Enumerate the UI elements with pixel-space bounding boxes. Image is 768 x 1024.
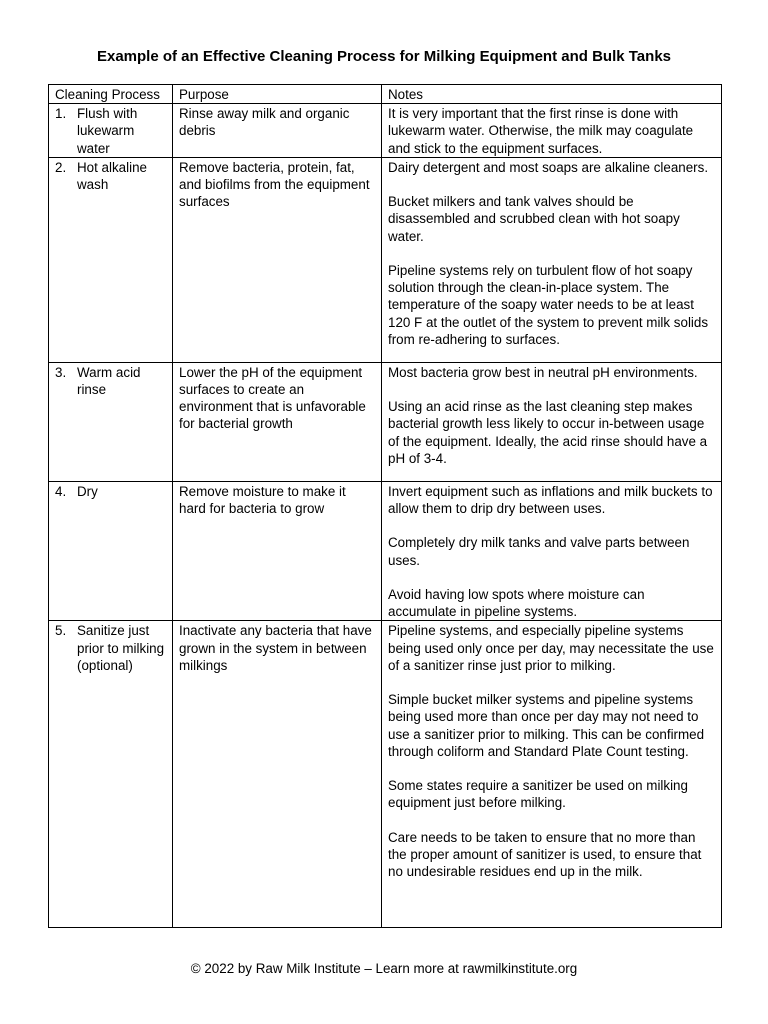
purpose-cell: Remove bacteria, protein, fat, and biofilms from the equipment surfaces — [173, 157, 382, 362]
note-paragraph: Dairy detergent and most soaps are alkaline cleaners. — [388, 159, 709, 175]
step-number: 5. — [55, 623, 67, 639]
step-label: Warm acid rinse — [77, 364, 141, 398]
notes-cell — [382, 104, 722, 158]
table-header-row — [49, 85, 722, 104]
table-row — [49, 481, 722, 621]
page-title: Example of an Effective Cleaning Process for Milking Equipment and Bulk Tanks — [96, 48, 671, 65]
step-label: Hot alkaline wash — [77, 159, 147, 193]
note-paragraph: Pipeline systems, and especially pipeline systems being used only once per day, may necessitate the use of a sanitizer rinse just prior to milking. — [388, 623, 714, 673]
notes-cell — [382, 362, 722, 481]
purpose-cell: Lower the pH of the equipment surfaces to create an environment that is unfavorable for bacterial growth — [173, 362, 382, 481]
process-cell — [49, 104, 173, 158]
note-paragraph: Most bacteria grow best in neutral pH environments. — [388, 364, 698, 380]
table-row — [49, 104, 722, 158]
step-number: 1. — [55, 106, 67, 122]
column-header-cleaning-process: Cleaning Process — [49, 85, 173, 104]
table-row — [49, 362, 722, 481]
table-row — [49, 621, 722, 928]
purpose-cell: Remove moisture to make it hard for bacteria to grow — [173, 481, 382, 621]
notes-cell — [382, 481, 722, 621]
table-row — [49, 157, 722, 362]
note-paragraph: Using an acid rinse as the last cleaning step makes bacterial growth less likely to occur in-between usage of the equipment. Ideally, the acid rinse should have a pH of 3-4. — [388, 399, 708, 466]
process-cell — [49, 621, 173, 928]
note-paragraph: Invert equipment such as inflations and milk buckets to allow them to drip dry between uses. — [388, 483, 713, 517]
cleaning-process-table — [48, 84, 722, 928]
footer-copyright: © 2022 by Raw Milk Institute – Learn more at rawmilkinstitute.org — [190, 961, 578, 976]
step-label: Dry — [77, 483, 98, 499]
notes-cell — [382, 621, 722, 928]
column-header-notes: Notes — [382, 85, 722, 104]
note-paragraph: Completely dry milk tanks and valve parts between uses. — [388, 535, 690, 568]
step-number: 3. — [55, 364, 67, 380]
note-paragraph: Bucket milkers and tank valves should be disassembled and scrubbed clean with hot soapy water. — [388, 194, 680, 244]
process-cell — [49, 362, 173, 481]
step-number: 4. — [55, 483, 67, 499]
step-label: Sanitize just prior to milking (optional) — [77, 623, 165, 673]
purpose-cell: Rinse away milk and organic debris — [173, 104, 382, 158]
note-paragraph: It is very important that the first rinse is done with lukewarm water. Otherwise, the milk may coagulate and stick to the equipment surfaces. — [388, 106, 694, 156]
step-number: 2. — [55, 159, 67, 175]
note-paragraph: Avoid having low spots where moisture can accumulate in pipeline systems. — [388, 587, 645, 620]
process-cell — [49, 157, 173, 362]
purpose-cell: Inactivate any bacteria that have grown in the system in between milkings — [173, 621, 382, 928]
note-paragraph: Some states require a sanitizer be used on milking equipment just before milking. — [388, 778, 688, 811]
note-paragraph: Simple bucket milker systems and pipeline systems being used more than once per day may not need to use a sanitizer prior to milking. This can be confirmed through coliform and Standard Plate Count testing. — [388, 692, 705, 759]
note-paragraph: Pipeline systems rely on turbulent flow of hot soapy solution through the clean-in-place system. The temperature of the soapy water needs to be at least 120 F at the outlet of the system to prevent milk solids from re-adhering to surfaces. — [388, 263, 709, 347]
column-header-purpose: Purpose — [173, 85, 382, 104]
step-label: Flush with lukewarm water — [77, 106, 138, 156]
note-paragraph: Care needs to be taken to ensure that no more than the proper amount of sanitizer is used, to ensure that no undesirable residues end up in the milk. — [388, 829, 702, 880]
process-cell — [49, 481, 173, 621]
notes-cell — [382, 157, 722, 362]
